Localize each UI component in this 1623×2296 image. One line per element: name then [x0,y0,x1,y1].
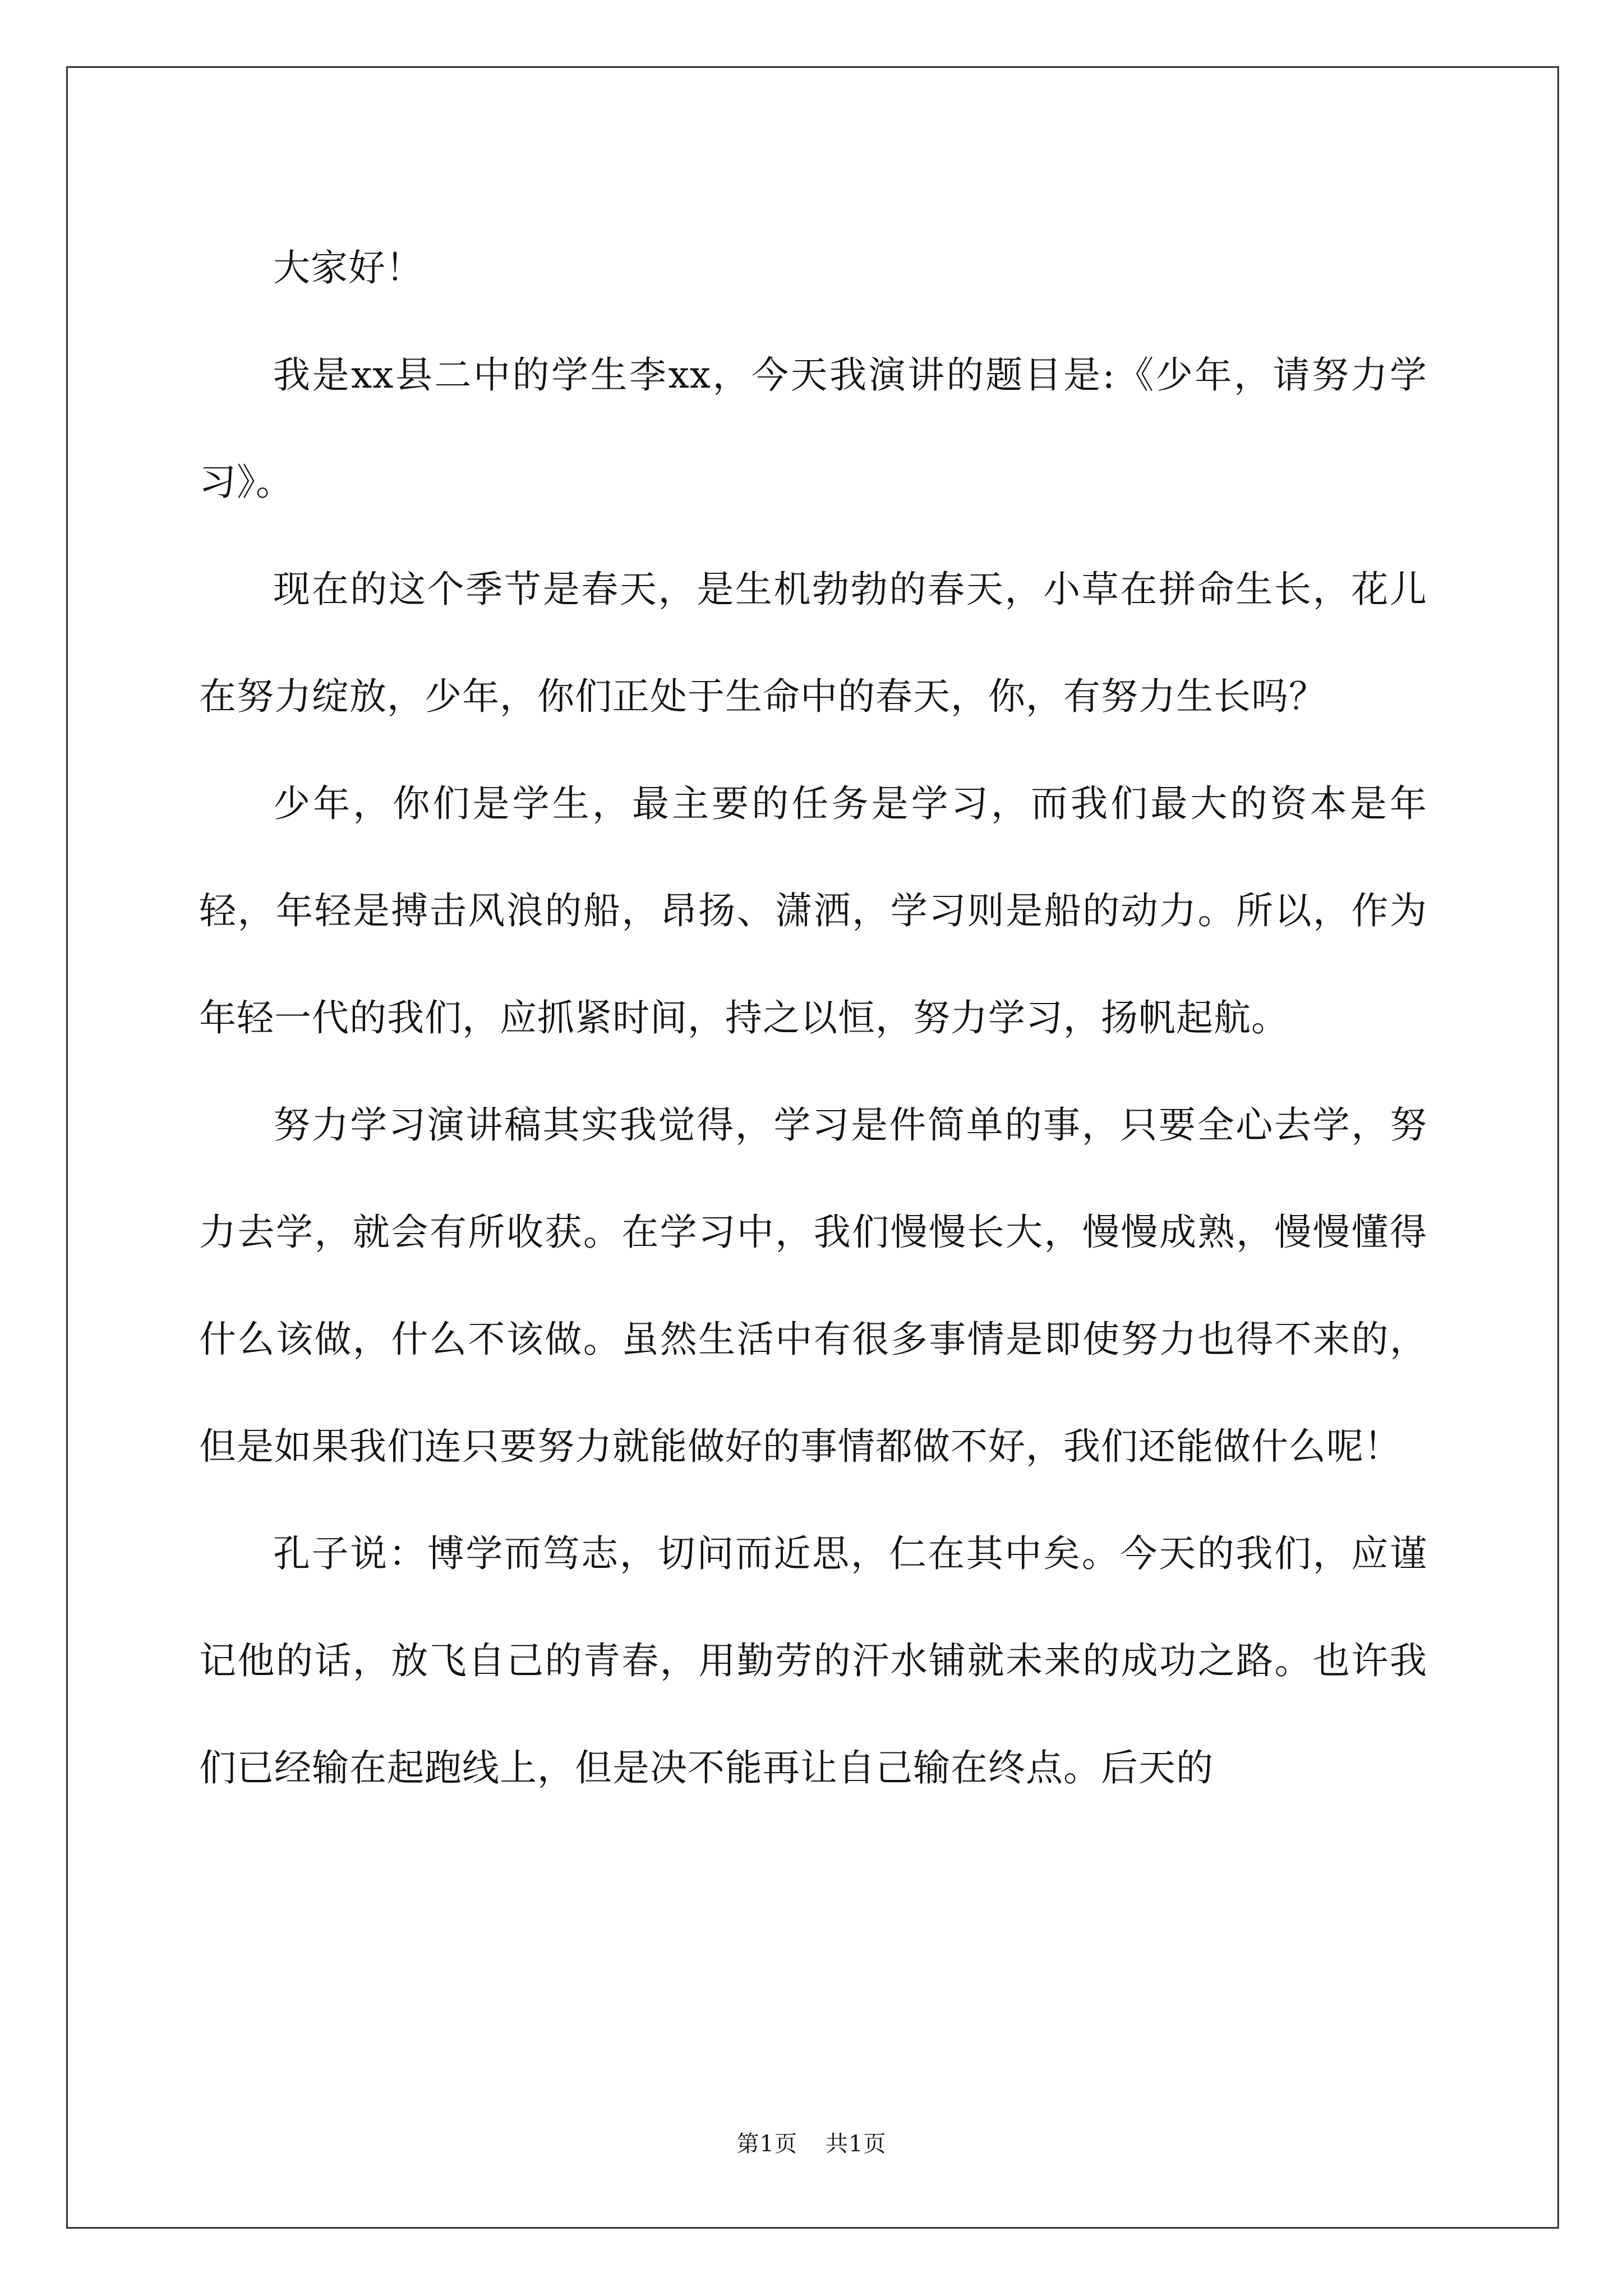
page-footer [0,2126,1623,2158]
paragraph-greeting: 大家好！ [273,246,423,289]
paragraph-spring: 现在的这个季节是春天，是生机勃勃的春天，小草在拼命生长，花儿在努力绽放，少年，你们正处于生命中的春天，你，有努力生长吗？ [199,568,1427,718]
page-number-total: 共1页 [826,2131,887,2157]
page-number-current: 第1页 [736,2131,797,2157]
document-body [199,214,1427,1821]
paragraph-introduction: 我是xx县二中的学生李xx，今天我演讲的题目是:《少年，请努力学习》。 [199,353,1427,504]
paragraph-youth: 少年，你们是学生，最主要的任务是学习，而我们最大的资本是年轻，年轻是搏击风浪的船，昂扬、潇洒，学习则是船的动力。所以，作为年轻一代的我们，应抓紧时间，持之以恒，努力学习，扬帆起航。 [199,782,1427,1039]
paragraph-learning: 努力学习演讲稿其实我觉得，学习是件简单的事，只要全心去学，努力去学，就会有所收获。在学习中，我们慢慢长大，慢慢成熟，慢慢懂得什么该做，什么不该做。虽然生活中有很多事情是即使努力也得不来的，但是如果我们连只要努力就能做好的事情都做不好，我们还能做什么呢！ [199,1103,1427,1468]
paragraph-confucius: 孔子说：博学而笃志，切问而近思，仁在其中矣。今天的我们，应谨记他的话，放飞自己的青春，用勤劳的汗水铺就未来的成功之路。也许我们已经输在起跑线上，但是决不能再让自己输在终点。后天的 [199,1532,1427,1789]
